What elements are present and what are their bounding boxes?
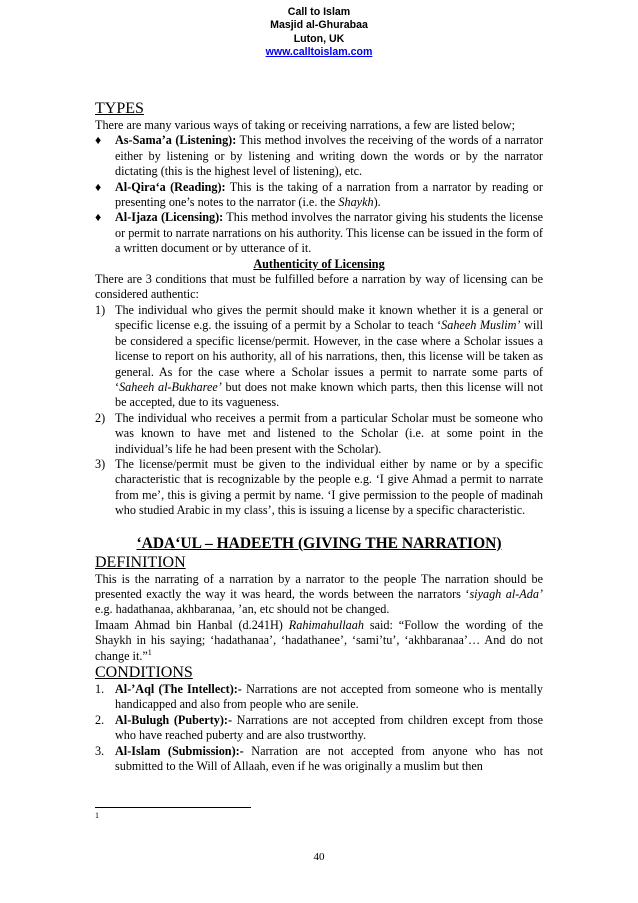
list-item [95,210,543,256]
item-text: The individual who gives the permit should make it known whether it is a general or specific license e.g. the issuing of a permit by a Scholar to teach ‘ [115,302,543,333]
item-term: Al-Ijaza (Licensing): [115,210,224,225]
quote-text: said: “Follow the wording of the Shaykh in his saying; ‘hadathanaa’, ‘hadathanee’, ‘sami’tu’, ‘akhbaranaa’… And do not change it.” [95,617,543,663]
item-text: Narration are not accepted from anyone who has not submitted to the Will of Allaah, even if he was originally a muslim but then [115,743,543,774]
item-number: 2. [95,712,105,727]
quote-text: Imaam Ahmad bin Hanbal (d.241H) [95,617,289,632]
diamond-bullet-icon: ♦ [95,210,102,225]
item-text: will be considered a specific license/permit. However, in the case where a Scholar issues a license to report on his authority, all of his narrations, then, this license will be taken as general. As for the case where a Scholar issues a permit to narrate some parts of ‘ [115,318,543,394]
item-text: Narrations are not accepted from someone who is mentally handicapped and also from people who are senile. [115,682,543,712]
section-title-adaul: ‘ADA‘UL – HADEETH (GIVING THE NARRATION) [136,534,502,552]
authenticity-intro: There are 3 conditions that must be fulfilled before a narration by way of licensing can be considered authentic: [95,272,543,302]
item-text: ). [373,195,381,210]
quote-italic: Rahimahullaah [288,617,364,632]
types-intro: There are many various ways of taking or receiving narrations, a few are listed below; [95,118,515,132]
item-term: Al-Islam (Submission):- [115,743,244,758]
header-website-link[interactable]: www.calltoislam.com [265,46,373,59]
list-item [95,180,543,211]
item-italic: Saheeh al-Bukharee’ [119,379,222,394]
item-term: Al-Bulugh (Puberty):- [115,712,233,727]
footnote-ref[interactable]: 1 [147,647,152,657]
numbered-item [95,457,543,519]
page-number: 40 [313,851,325,863]
document-body [95,100,543,774]
item-italic: Shaykh [338,195,374,210]
diamond-bullet-icon: ♦ [95,133,102,148]
numbered-item [95,713,543,744]
section-heading-definition: DEFINITION [95,553,186,571]
item-term: Al-Qira‘a (Reading): [115,179,226,194]
item-text: Narrations are not accepted from children except from those who have reached puberty and are also trustworthy. [115,712,543,743]
item-text: This method involves the narrator giving his students the license or permit to narrate narrations on his authority. This license can be issued in the form of a written document or by utterance of it. [115,210,543,256]
item-term: Al-’Aql (The Intellect):- [115,682,242,696]
item-italic: Saheeh Muslim’ [441,318,521,333]
header-org: Call to Islam [287,6,351,18]
item-number: 1) [95,302,106,317]
header-location: Luton, UK [293,32,345,45]
item-text: but does not make known which parts, then this license will not be accepted, due to its vagueness. [115,379,543,410]
numbered-item [95,303,543,411]
numbered-item [95,744,543,775]
quote-paragraph [95,618,543,664]
item-number: 3) [95,456,106,471]
item-term: As-Sama’a (Listening): [115,133,237,148]
section-heading-conditions: CONDITIONS [95,664,193,681]
item-number: 2) [95,410,106,425]
list-item [95,133,543,179]
item-text: The license/permit must be given to the individual either by name or by a specific characteristic that is recognizable by the people e.g. ‘I give Ahmad a permit to narrate from me’, this is giving a permit by name. ‘I give permission to the people of madinah who studied Arabic in my class’, this is issuing a license by a specific characteristic. [115,456,543,518]
section-heading-types: TYPES [95,100,144,117]
footnote-divider [95,807,251,808]
diamond-bullet-icon: ♦ [95,179,102,194]
numbered-item [95,411,543,457]
numbered-item [95,682,543,713]
footnote-number: 1 [95,811,99,820]
item-text: The individual who receives a permit from a particular Scholar must be someone who was known to have met and listened to the Scholar (i.e. at some point in the individual’s life he had been present with the Scholar). [115,410,543,456]
item-text: This method involves the receiving of the words of a narrator either by listening or by listening and writing down the words or by the narrator dictating (this is the highest level of listening), etc. [115,133,544,179]
definition-text: e.g. hadathanaa, akhbaranaa, ’an, etc should not be changed. [95,602,390,617]
item-number: 3. [95,743,105,758]
item-number: 1. [95,682,105,696]
page-header [0,6,638,60]
item-text: This is the taking of a narration from a narrator by reading or presenting one’s notes to the narrator (i.e. the [115,179,543,210]
definition-text: This is the narrating of a narration by a narrator to the people The narration should be presented exactly the way it was heard, the words between the narrators ‘ [95,571,543,601]
definition-paragraph [95,572,543,618]
definition-italic: siyagh al-Ada’ [469,586,543,601]
header-masjid: Masjid al-Ghurabaa [270,19,368,32]
subheading-authenticity: Authenticity of Licensing [253,256,385,271]
